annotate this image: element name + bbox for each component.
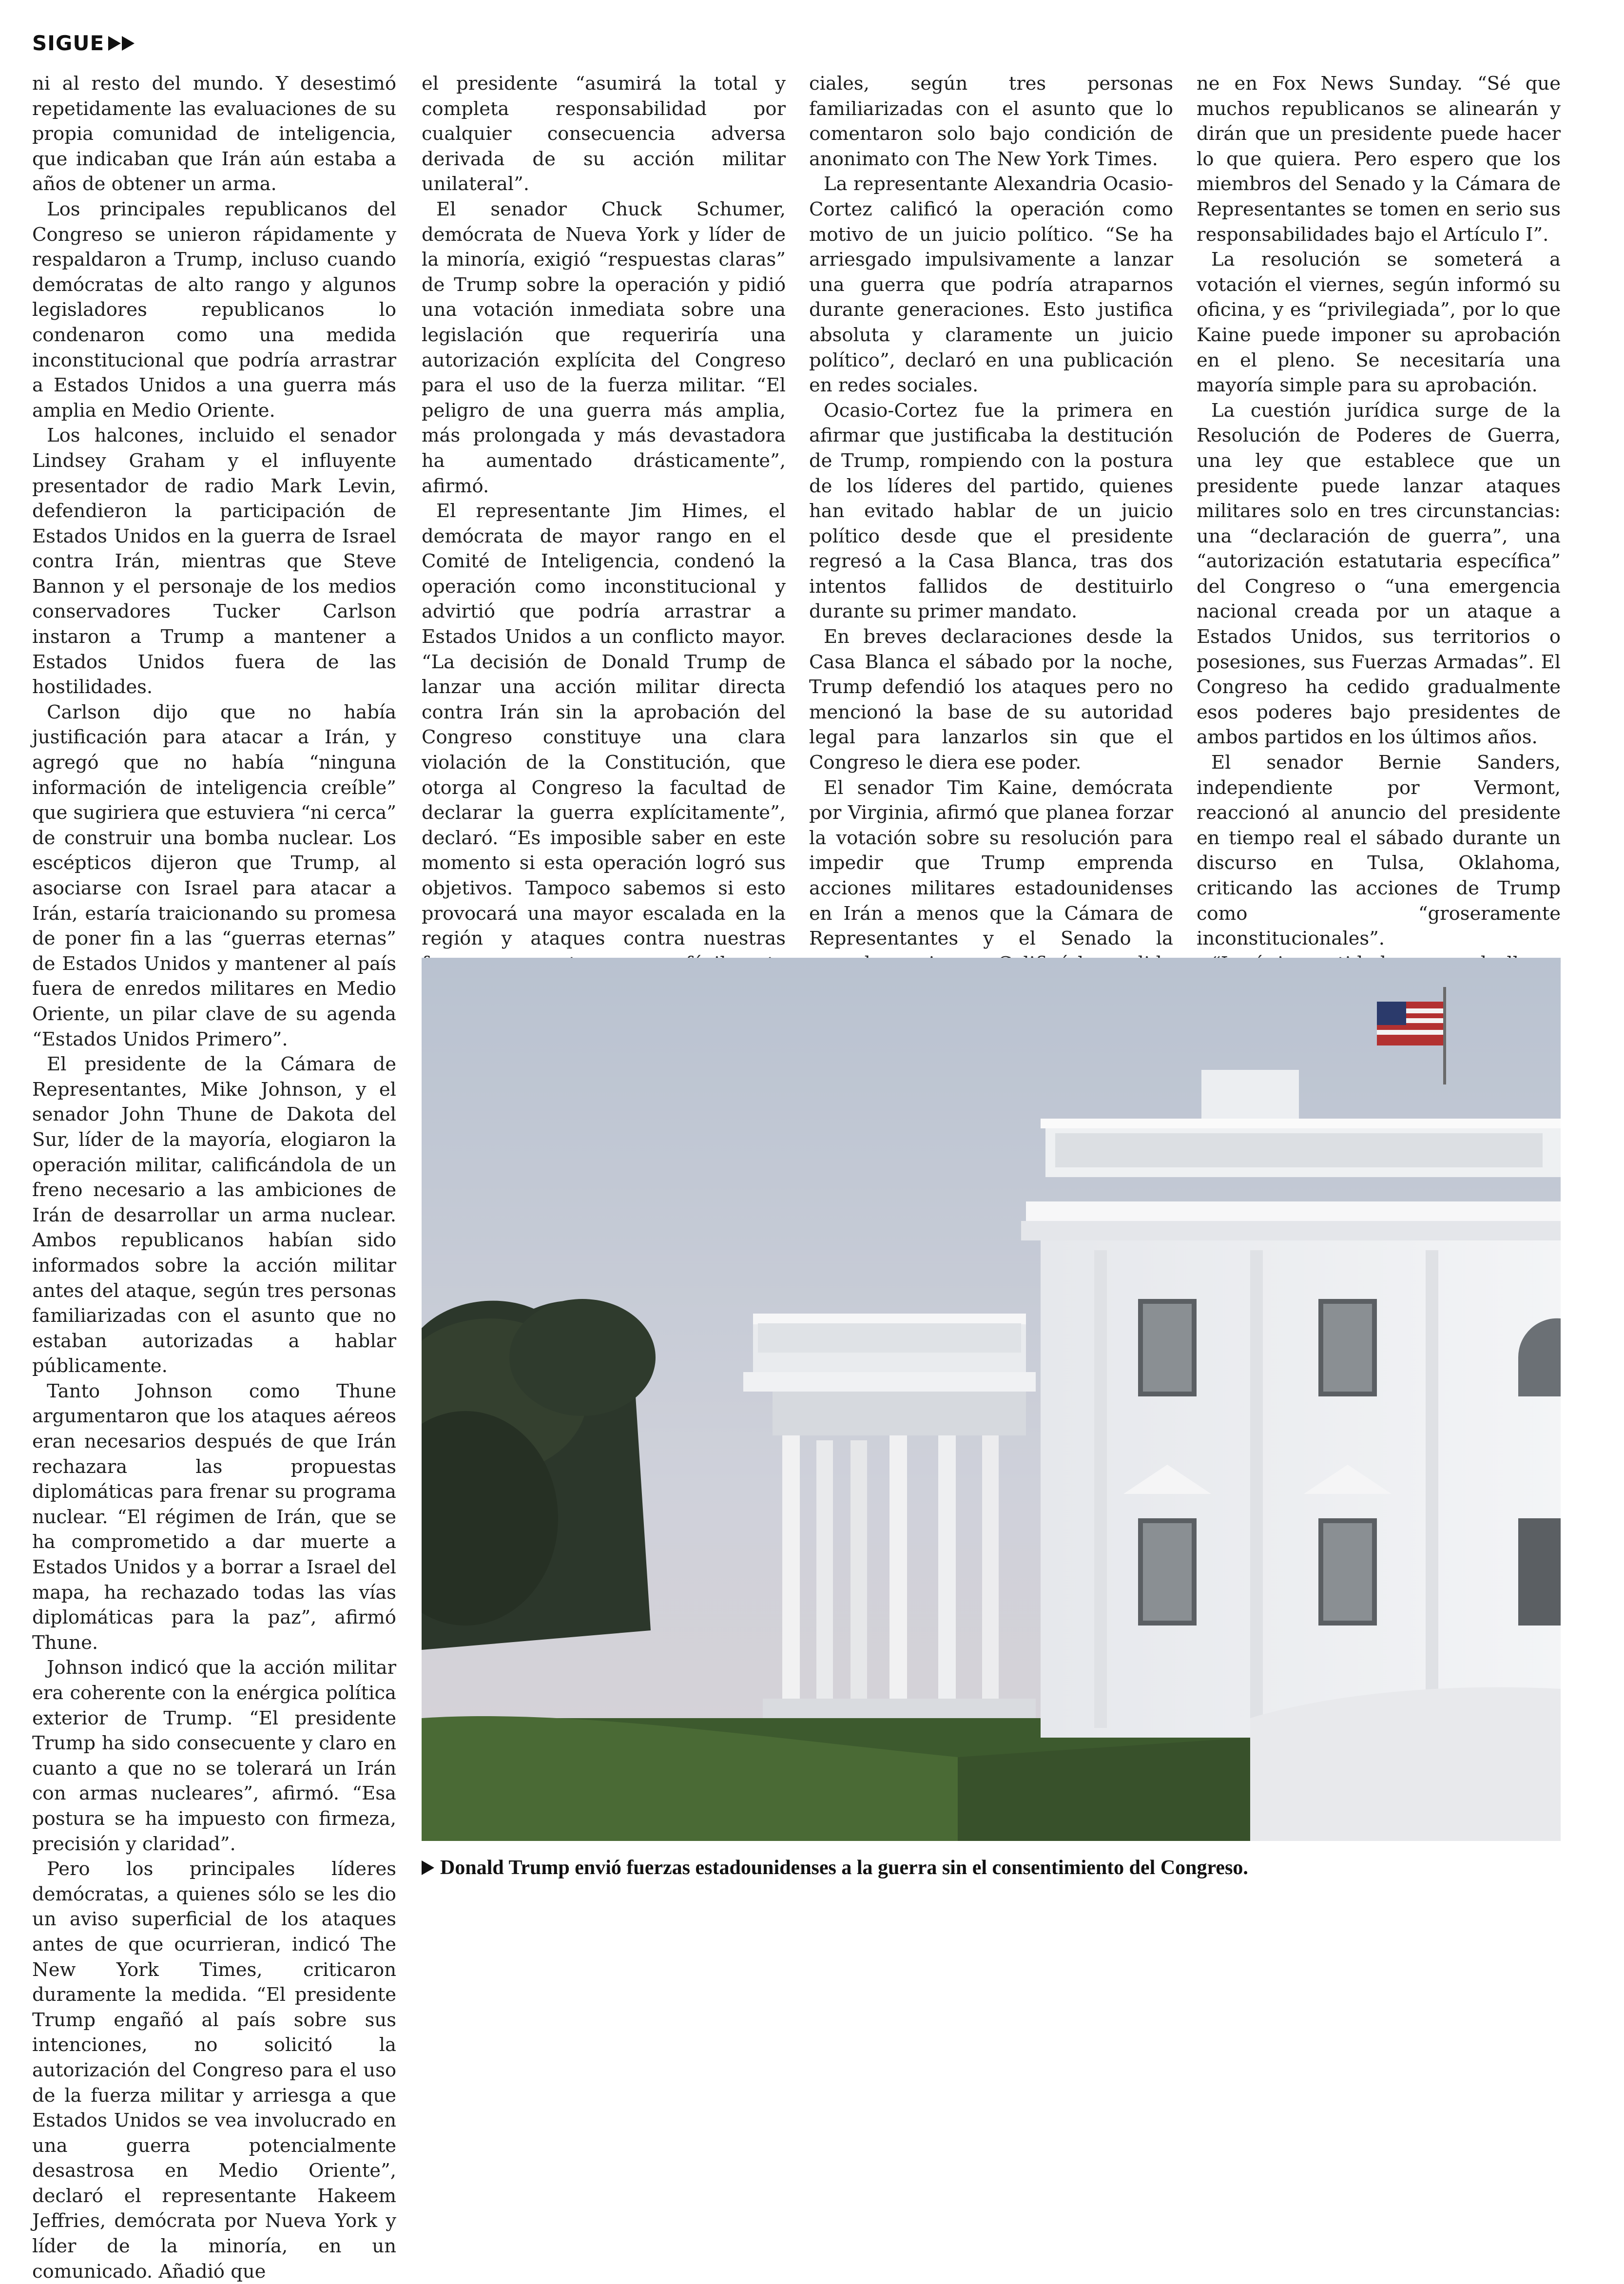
forward-arrows-icon (108, 36, 135, 51)
paragraph: Johnson indicó que la acción militar era coherente con la enérgica política exterior de Trump. “El presidente Trump ha sido consecuente y claro en cuanto a que no se tolerará un Irán con armas nucleares”, afirmó. “Esa postura se ha impuesto con firmeza, precisión y claridad”. (32, 1657, 396, 1855)
paragraph: Carlson dijo que no había justificación para atacar a Irán, y agregó que no había “ninguna información de inteligencia creíble” que sugiriera que estuviera “ni cerca” de construir una bomba nuclear. Los escépticos dijeron que Trump, al asociarse con Israel para atacar a Irán, estaría traicionando su promesa de poner fin a las “guerras eternas” de Estados Unidos y mantener al país fuera de enredos militares en Medio Oriente, un pilar clave de su agenda “Estados Unidos Primero”. (32, 701, 396, 1050)
paragraph: La representante Alexandria Ocasio-Cortez calificó la operación como motivo de un juicio político. “Se ha arriesgado impulsivamente a lanzar una guerra que podría atraparnos durante generaciones. Esto justifica absoluta y claramente un juicio político”, declaró en una publicación en redes sociales. (809, 173, 1173, 397)
paragraph: Ocasio-Cortez fue la primera en afirmar que justificaba la destitución de Trump, rompiendo con la postura de los líderes del partido, quienes han evitado hablar de un juicio político desde que el presidente regresó a la Casa Blanca, tras dos intentos fallidos de destituirlo durante su primer mandato. (809, 399, 1173, 623)
paragraph: En breves declaraciones desde la Casa Blanca el sábado por la noche, Trump defendió los ataques pero no mencionó la base de su autoridad legal para lanzarlos sin que el Congreso le diera ese poder. (809, 626, 1173, 774)
paragraph: Los principales republicanos del Congreso se unieron rápidamente y respaldaron a Trump, incluso cuando demócratas de alto rango y algunos legisladores republicanos lo condenaron como una medida inconstitucional que podría arrastrar a Estados Unidos a una guerra más amplia en Medio Oriente. (32, 198, 396, 422)
paragraph: El senador Bernie Sanders, independiente por Vermont, reaccionó al anuncio del presidente en tiempo real el sábado durante un discurso en Tulsa, Oklahoma, criticando las acciones de Trump como “groseramente inconstitucionales”. (1197, 752, 1561, 950)
paragraph: ne en Fox News Sunday. “Sé que muchos republicanos se alinearán y dirán que un presidente puede hacer lo que quiera. Pero espero que los miembros del Senado y la Cámara de Representantes se tomen en serio sus responsabilidades bajo el Artículo I”. (1197, 73, 1561, 246)
paragraph: La resolución se someterá a votación el viernes, según informó su oficina, y es “privilegiada”, por lo que Kaine puede imponer su aprobación en el pleno. Se necesitaría una mayoría simple para su aprobación. (1197, 249, 1561, 397)
sigue-text: SIGUE (32, 31, 105, 55)
article-column-3 (809, 71, 1173, 1077)
paragraph: Tanto Johnson como Thune argumentaron que los ataques aéreos eran necesarios después de que Irán rechazara las propuestas diplomáticas para frenar su programa nuclear. “El régimen de Irán, que se ha comprometido a dar muerte a Estados Unidos y a borrar a Israel del mapa, ha rechazado todas las vías diplomáticas para la paz”, afirmó Thune. (32, 1380, 396, 1654)
paragraph: El senador Chuck Schumer, demócrata de Nueva York y líder de la minoría, exigió “respuestas claras” de Trump sobre la operación y pidió una votación inmediata sobre una legislación que requeriría una autorización explícita del Congreso para el uso de la fuerza militar. “El peligro de una guerra más amplia, más prolongada y más devastadora ha aumentado drásticamente”, afirmó. (422, 198, 786, 497)
article-column-4 (1197, 71, 1561, 1102)
continuation-label (32, 31, 135, 55)
paragraph: ni al resto del mundo. Y desestimó repetidamente las evaluaciones de su propia comunidad de inteligencia, que indicaban que Irán aún estaba a años de obtener un arma. (32, 73, 396, 195)
article-column-1 (32, 71, 396, 2284)
paragraph: El representante Jim Himes, el demócrata de mayor rango en el Comité de Inteligencia, condenó la operación como inconstitucional y advirtió que podría arrastrar a Estados Unidos a un conflicto mayor. “La decisión de Donald Trump de lanzar una acción militar directa contra Irán sin la aprobación del Congreso constituye una clara violación de la Constitución, que otorga al Congreso la facultad de declarar la guerra explícitamente”, declaró. “Es imposible saber en este momento si esta operación logró sus objetivos. Tampoco sabemos si esto provocará una mayor escalada en la región y ataques contra nuestras (422, 500, 786, 950)
paragraph: El presidente de la Cámara de Representantes, Mike Johnson, y el senador John Thune de Dakota del Sur, líder de la mayoría, elogiaron la operación militar, calificándola de un freno necesario a las ambiciones de Irán de desarrollar un arma nuclear. Ambos republicanos habían sido informados sobre la acción militar antes del ataque, según tres personas familiarizadas con el asunto que no estaban autorizadas a hablar públicamente. (32, 1053, 396, 1377)
paragraph: El senador Tim Kaine, demócrata por Virginia, afirmó que planea forzar la votación sobre su resolución para impedir que Trump emprenda acciones militares estadounidenses en Irán a menos que la Cámara de Representantes y el Senado la (809, 776, 1173, 950)
photo-caption (422, 1855, 1561, 1880)
paragraph: el presidente “asumirá la total y completa responsabilidad por cualquier consecuencia adversa derivada de su acción militar unilateral”. (422, 73, 786, 195)
white-house-photo (422, 958, 1561, 1841)
paragraph: La cuestión jurídica surge de la Resolución de Poderes de Guerra, una ley que establece que un presidente puede lanzar ataques militares solo en tres circunstancias: una “declaración de guerra”, una “autorización estatutaria específica” del Congreso o “una emergencia nacional creada por un ataque a Estados Unidos, sus territorios o posesiones, sus Fuerzas Armadas”. El Congreso ha cedido gradualmente esos poderes bajo presidentes de ambos partidos en los últimos años. (1197, 399, 1561, 749)
paragraph: ciales, según tres personas familiarizadas con el asunto que lo comentaron solo bajo condición de anonimato con The New York Times. (809, 73, 1173, 170)
caption-arrow-icon (422, 1860, 434, 1875)
caption-text: Donald Trump envió fuerzas estadounidenses a la guerra sin el consentimiento del Congreso. (440, 1857, 1248, 1879)
paragraph: Los halcones, incluido el senador Lindsey Graham y el influyente presentador de radio Mark Levin, defendieron la participación de Estados Unidos en la guerra de Israel contra Irán, mientras que Steve Bannon y el personaje de los medios conservadores Tucker Carlson instaron a Trump a mantener a Estados Unidos fuera de las hostilidades. (32, 425, 396, 698)
paragraph: Pero los principales líderes demócratas, a quienes sólo se les dio un aviso superficial de los ataques antes de que ocurrieran, indicó The New York Times, criticaron duramente la medida. “El presidente Trump engañó al país sobre sus intenciones, no solicitó la autorización del Congreso para el uso de la fuerza militar y arriesga a que Estados Unidos se vea involucrado en una guerra potencialmente desastrosa en Medio Oriente”, declaró el representante Hakeem Jeffries, demócrata por Nueva York y líder de la minoría, en un comunicado. Añadió que (32, 1858, 396, 2283)
